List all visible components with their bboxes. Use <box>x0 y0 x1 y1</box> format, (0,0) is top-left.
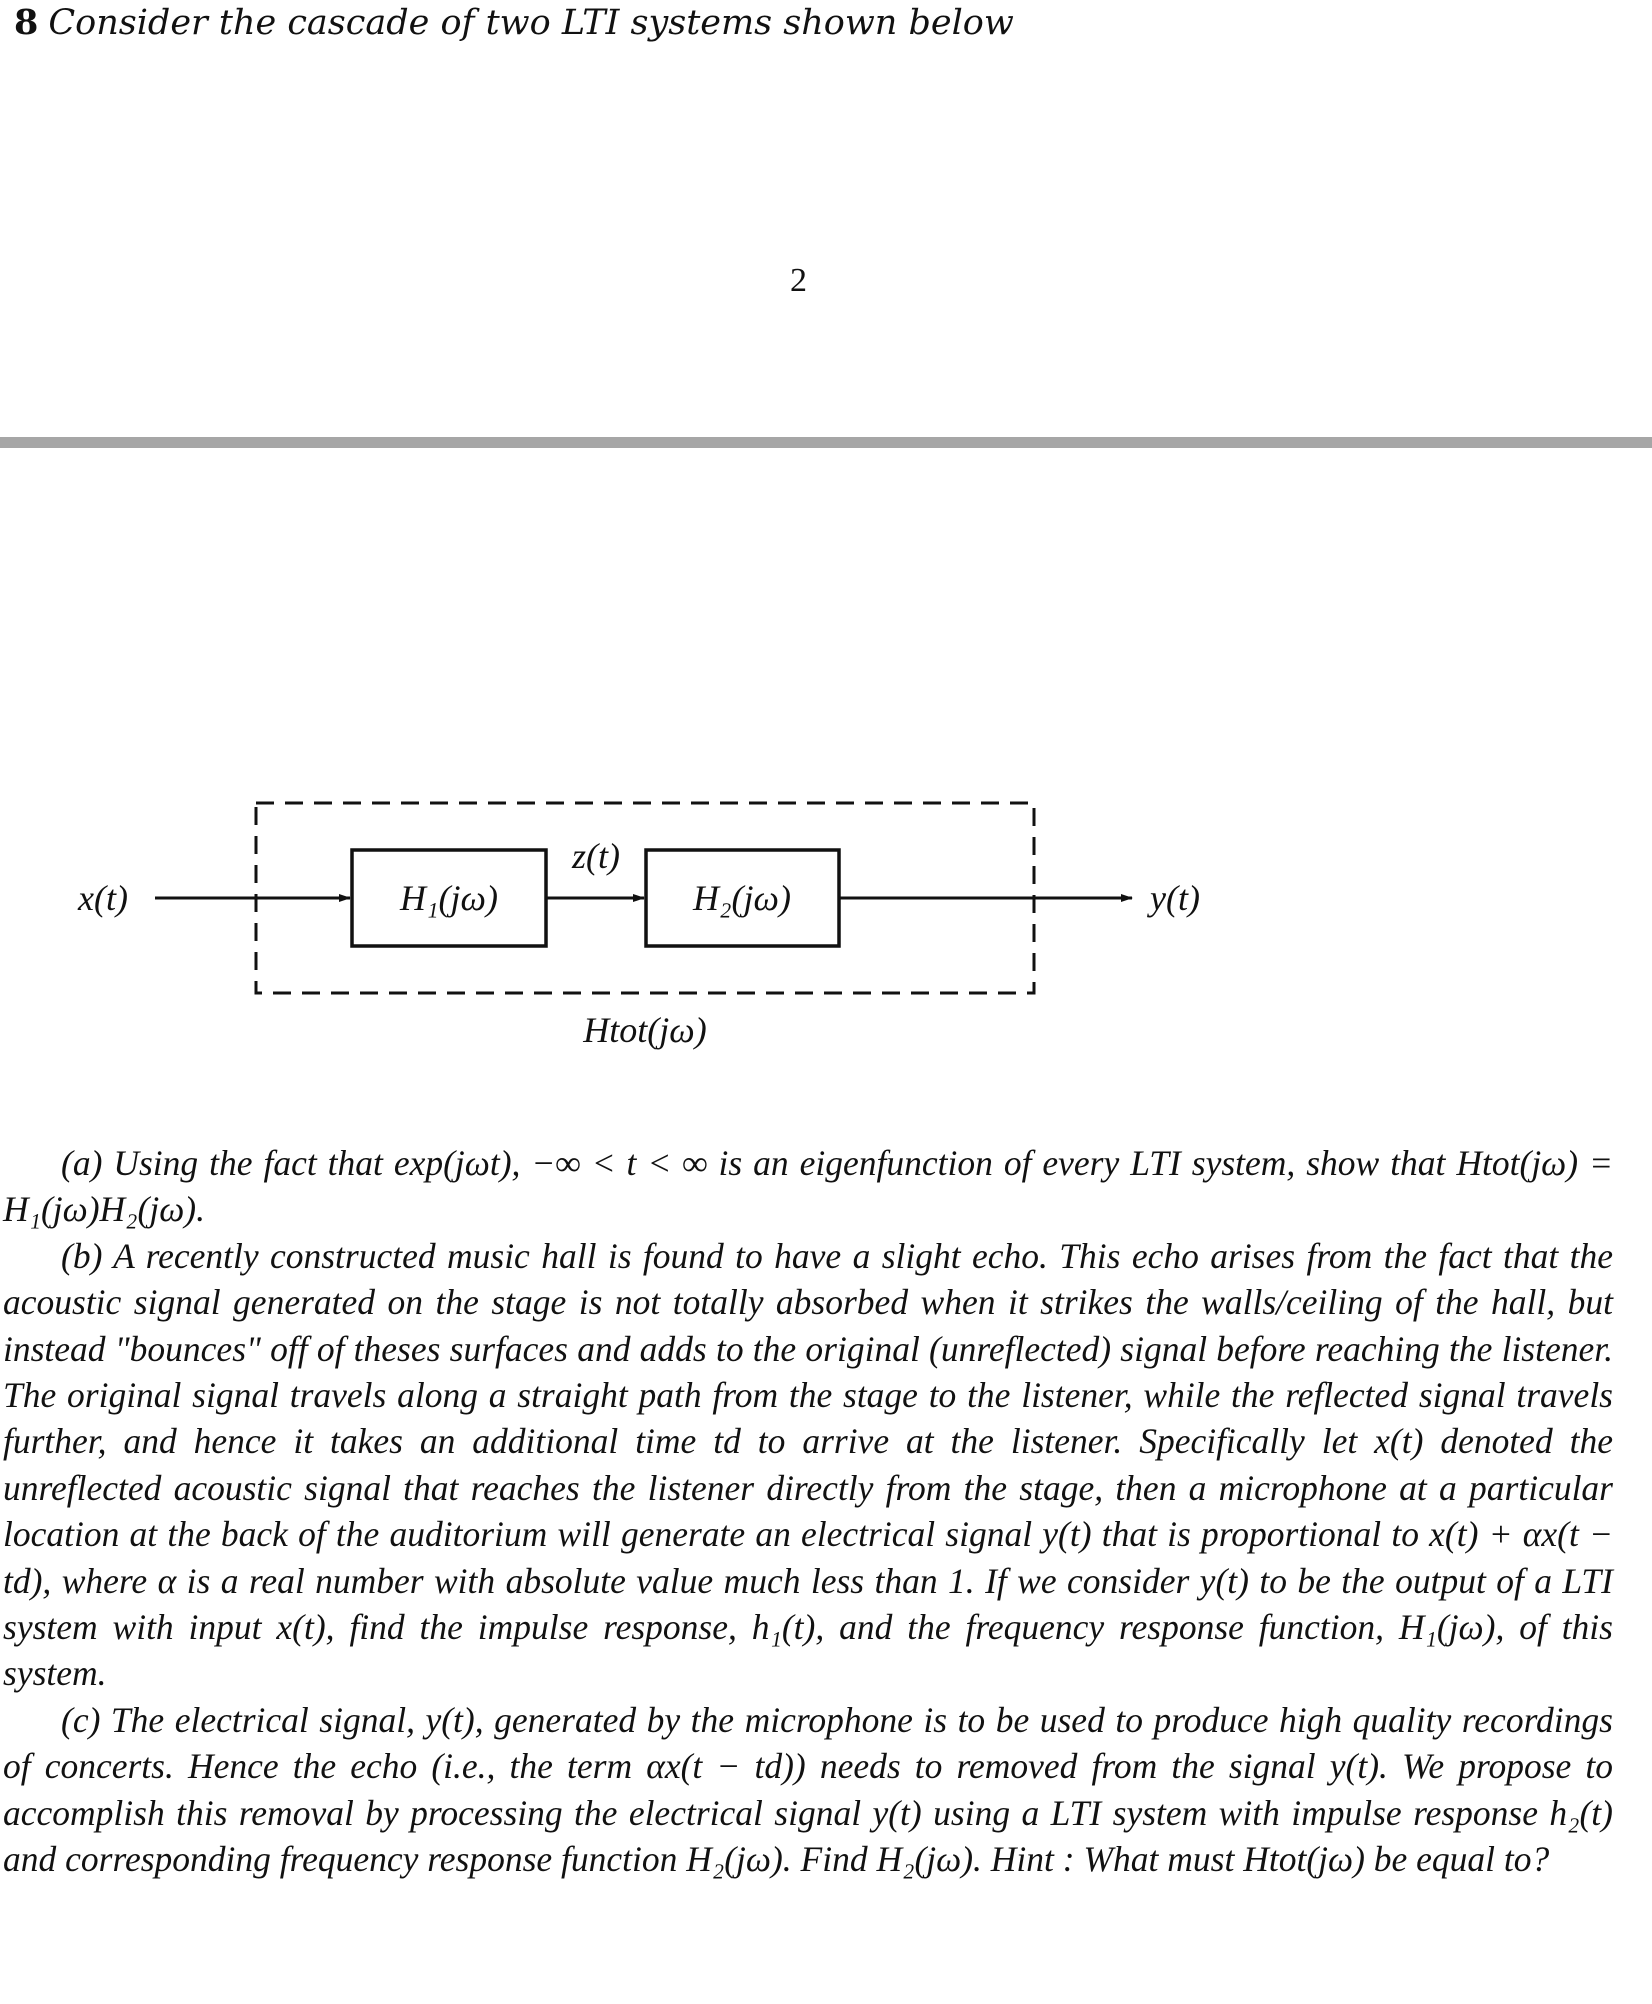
problem-body <box>3 1140 1613 1883</box>
intermediate-signal-label: z(t) <box>572 836 620 876</box>
htot-label: Htot(jω) <box>583 1010 707 1050</box>
output-signal-label: y(t) <box>1150 878 1200 918</box>
h1-block-label: H₁(jω) <box>400 878 498 918</box>
problem-intro: Consider the cascade of two LTI systems shown below <box>48 3 1014 43</box>
part-b-text: (b) A recently constructed music hall is found to have a slight echo. This echo arises from the fact that the acoustic signal generated on the stage is not totally absorbed when it strikes the walls/ceiling of the hall, but instead "bounces" off of theses surfaces and adds to the original (unreflected) signal before reaching the listener. The original signal travels along a straight path from the stage to the listener, while the reflected signal travels further, and hence it takes an additional time td to arrive at the listener. Specifically let x(t) denoted the unreflected acoustic signal that reaches the listener directly from the stage, then a microphone at a particular location at the back of the auditorium will generate an electrical signal y(t) that is proportional to x(t) + αx(t − td), where α is a real number with absolute value much less than 1. If we consider y(t) to be the output of a LTI system with input x(t), find the impulse response, h₁(t), and the frequency response function, H₁(jω), of this system. <box>3 1235 1613 1694</box>
h2-block-label: H₂(jω) <box>693 878 791 918</box>
problem-number: 8 <box>14 2 39 43</box>
problem-heading <box>14 2 1014 43</box>
page-number: 2 <box>790 262 807 299</box>
cascade-block-diagram <box>0 780 1652 1080</box>
page-break-divider <box>0 437 1652 448</box>
part-c-text: (c) The electrical signal, y(t), generated by the microphone is to be used to produce high quality recordings of concerts. Hence the echo (i.e., the term αx(t − td)) needs to removed from the signal y(t). We propose to accomplish this removal by processing the electrical signal y(t) using a LTI system with impulse response h₂(t) and corresponding frequency response function H₂(jω). Find H₂(jω). Hint : What must Htot(jω) be equal to? <box>3 1699 1613 1880</box>
part-a-text: (a) Using the fact that exp(jωt), −∞ < t < ∞ is an eigenfunction of every LTI system, show that Htot(jω) = H₁(jω)H₂(jω). <box>3 1143 1613 1230</box>
input-signal-label: x(t) <box>78 878 128 918</box>
